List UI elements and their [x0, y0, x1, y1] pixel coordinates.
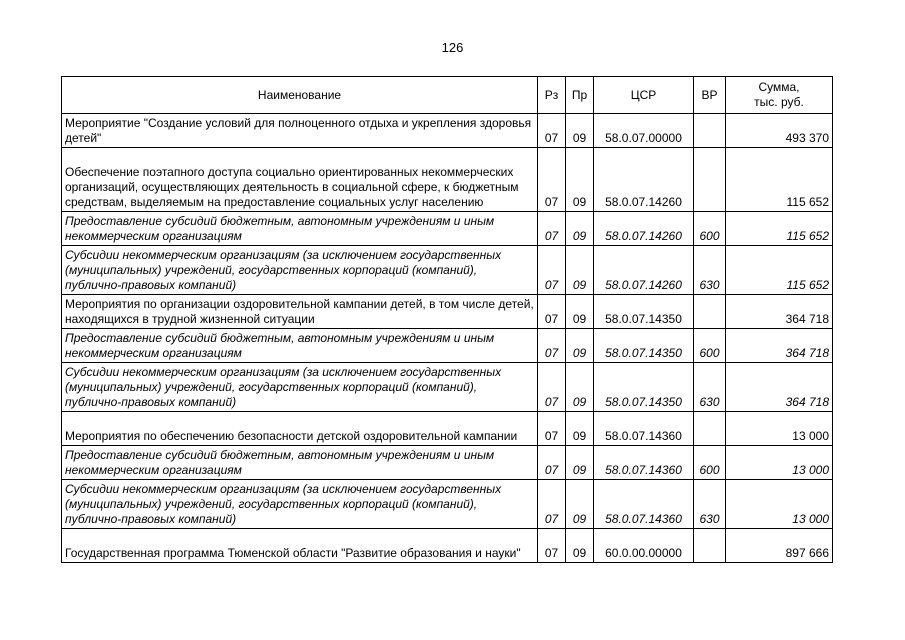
row-sum: 364 718 [726, 295, 833, 329]
table-row [62, 212, 833, 246]
row-vr [694, 295, 726, 329]
header-sum [726, 77, 833, 114]
header-name: Наименование [62, 77, 538, 114]
header-sum-line2: тыс. руб. [754, 95, 804, 109]
row-sum: 897 666 [726, 529, 833, 563]
row-pr: 09 [566, 446, 594, 480]
row-csr: 58.0.07.14350 [594, 295, 694, 329]
row-sum: 115 652 [726, 148, 833, 212]
row-csr: 58.0.07.14360 [594, 412, 694, 446]
row-rz: 07 [538, 246, 566, 295]
row-pr: 09 [566, 246, 594, 295]
header-sum-line1: Сумма, [758, 80, 800, 94]
row-csr: 58.0.07.14260 [594, 246, 694, 295]
row-name: Субсидии некоммерческим организациям (за исключением государственных (муниципальных) учреждений, государственных корпораций (компаний), публично-правовых компаний) [62, 246, 538, 295]
row-pr: 09 [566, 114, 594, 148]
row-rz: 07 [538, 148, 566, 212]
table-row [62, 114, 833, 148]
row-sum: 13 000 [726, 412, 833, 446]
page-number: 126 [441, 40, 464, 55]
row-rz: 07 [538, 212, 566, 246]
header-rz: Рз [538, 77, 566, 114]
row-csr: 60.0.00.00000 [594, 529, 694, 563]
table-row [62, 148, 833, 212]
row-csr: 58.0.07.14260 [594, 148, 694, 212]
row-vr: 600 [694, 212, 726, 246]
row-pr: 09 [566, 148, 594, 212]
row-rz: 07 [538, 295, 566, 329]
row-name: Государственная программа Тюменской области "Развитие образования и науки" [62, 529, 538, 563]
table-row [62, 480, 833, 529]
table-row [62, 246, 833, 295]
header-csr: ЦСР [594, 77, 694, 114]
row-pr: 09 [566, 529, 594, 563]
row-sum: 13 000 [726, 480, 833, 529]
table-row [62, 529, 833, 563]
row-vr: 630 [694, 246, 726, 295]
table-row [62, 363, 833, 412]
row-name: Обеспечение поэтапного доступа социально ориентированных некоммерческих организаций, осуществляющих деятельность в социальной сфере, к бюджетным средствам, выделяемым на предоставление социальных услуг населению [62, 148, 538, 212]
row-rz: 07 [538, 114, 566, 148]
row-vr: 630 [694, 480, 726, 529]
row-name: Мероприятия по организации оздоровительной кампании детей, в том числе детей, находящихся в трудной жизненной ситуации [62, 295, 538, 329]
row-name: Субсидии некоммерческим организациям (за исключением государственных (муниципальных) учреждений, государственных корпораций (компаний), публично-правовых компаний) [62, 480, 538, 529]
row-rz: 07 [538, 480, 566, 529]
row-sum: 13 000 [726, 446, 833, 480]
row-vr [694, 148, 726, 212]
row-sum: 364 718 [726, 363, 833, 412]
row-name: Мероприятия по обеспечению безопасности детской оздоровительной кампании [62, 412, 538, 446]
row-pr: 09 [566, 363, 594, 412]
row-csr: 58.0.07.14360 [594, 480, 694, 529]
row-pr: 09 [566, 295, 594, 329]
table-row [62, 295, 833, 329]
row-pr: 09 [566, 329, 594, 363]
row-vr [694, 114, 726, 148]
row-pr: 09 [566, 412, 594, 446]
row-vr [694, 529, 726, 563]
table-row [62, 446, 833, 480]
row-rz: 07 [538, 329, 566, 363]
row-vr: 600 [694, 329, 726, 363]
row-csr: 58.0.07.00000 [594, 114, 694, 148]
row-csr: 58.0.07.14350 [594, 329, 694, 363]
row-vr: 630 [694, 363, 726, 412]
row-name: Предоставление субсидий бюджетным, автономным учреждениям и иным некоммерческим организациям [62, 329, 538, 363]
row-vr: 600 [694, 446, 726, 480]
budget-table [61, 76, 833, 563]
row-rz: 07 [538, 529, 566, 563]
row-name: Предоставление субсидий бюджетным, автономным учреждениям и иным некоммерческим организациям [62, 212, 538, 246]
header-vr: ВР [694, 77, 726, 114]
header-pr: Пр [566, 77, 594, 114]
row-sum: 493 370 [726, 114, 833, 148]
row-rz: 07 [538, 363, 566, 412]
row-sum: 364 718 [726, 329, 833, 363]
row-vr [694, 412, 726, 446]
row-pr: 09 [566, 480, 594, 529]
table-row [62, 329, 833, 363]
table-row [62, 412, 833, 446]
row-csr: 58.0.07.14350 [594, 363, 694, 412]
row-sum: 115 652 [726, 212, 833, 246]
row-rz: 07 [538, 412, 566, 446]
row-name: Мероприятие "Создание условий для полноценного отдыха и укрепления здоровья детей" [62, 114, 538, 148]
row-csr: 58.0.07.14360 [594, 446, 694, 480]
row-name: Предоставление субсидий бюджетным, автономным учреждениям и иным некоммерческим организациям [62, 446, 538, 480]
row-rz: 07 [538, 446, 566, 480]
row-sum: 115 652 [726, 246, 833, 295]
row-pr: 09 [566, 212, 594, 246]
row-name: Субсидии некоммерческим организациям (за исключением государственных (муниципальных) учреждений, государственных корпораций (компаний), публично-правовых компаний) [62, 363, 538, 412]
row-csr: 58.0.07.14260 [594, 212, 694, 246]
table-header-row [62, 77, 833, 114]
